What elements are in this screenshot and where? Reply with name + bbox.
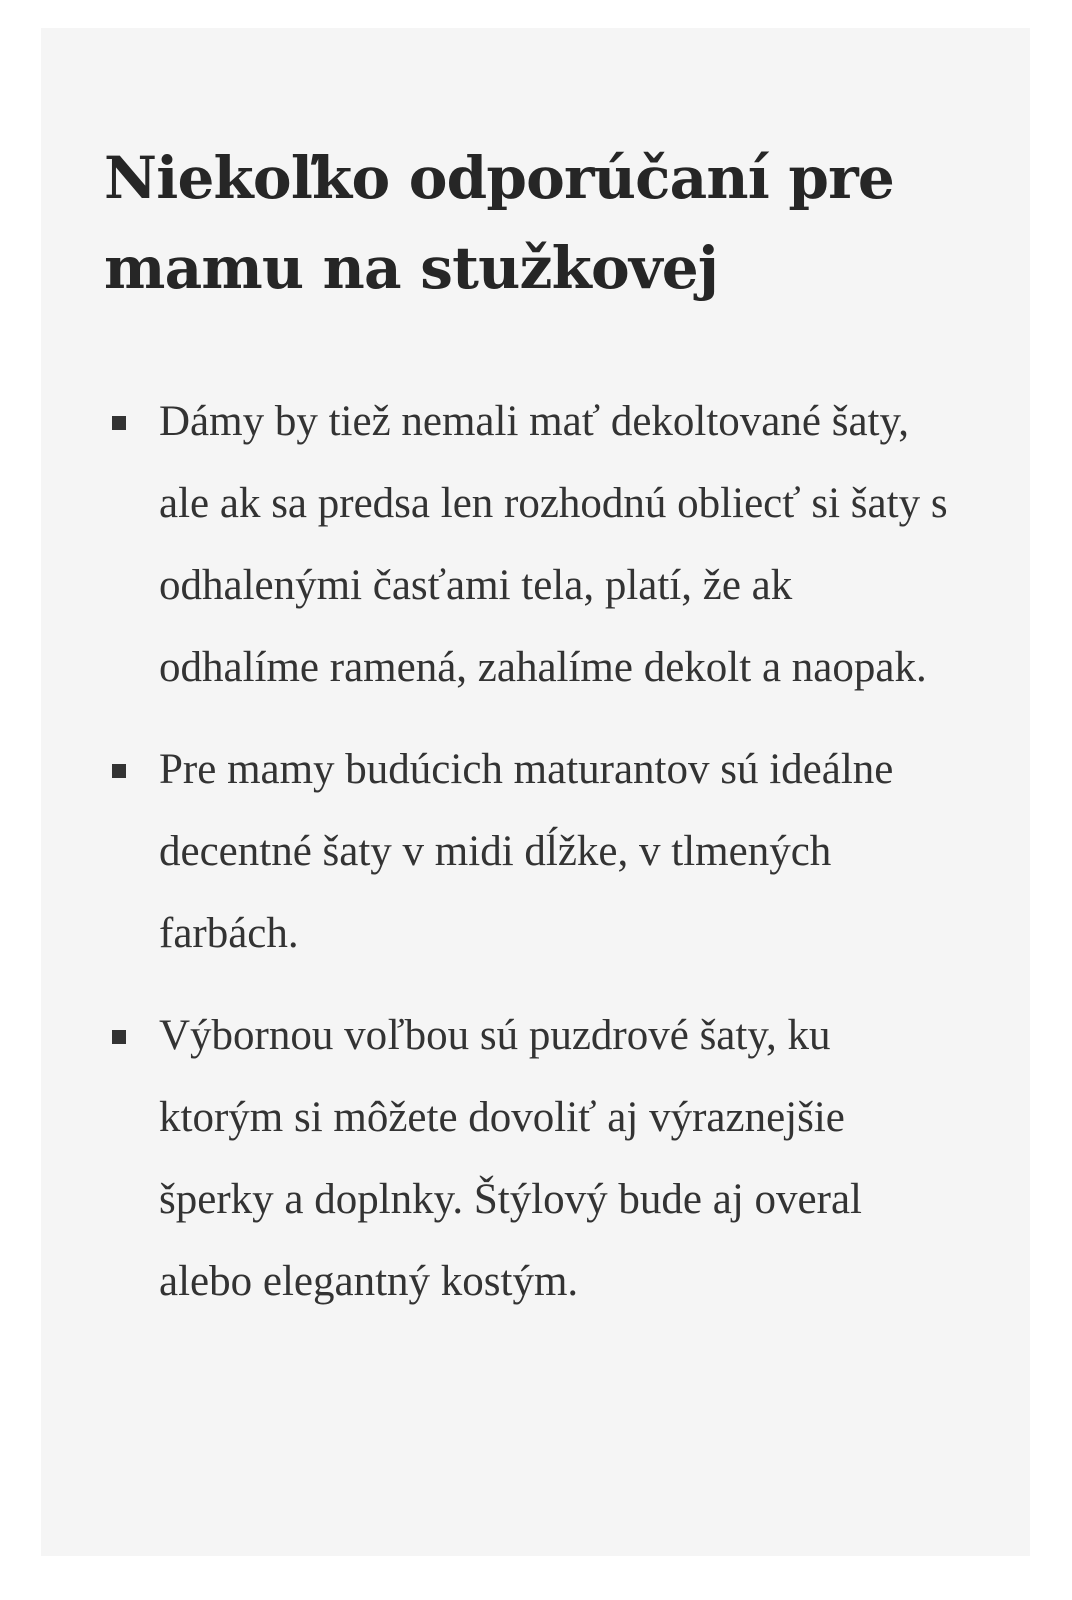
square-bullet-icon xyxy=(112,416,126,430)
list-item-text: Dámy by tiež nemali mať dekoltované šaty, ale ak sa predsa len rozhodnú obliecť si šaty s odhalenými časťami tela, platí, že ak odhalíme ramená, zahalíme dekolt a naopak. xyxy=(159,398,948,691)
tips-heading: Niekoľko odporúčaní pre mamu na stužkovej xyxy=(104,144,895,302)
list-item xyxy=(104,381,950,709)
square-bullet-icon xyxy=(112,764,126,778)
list-item xyxy=(104,729,950,975)
list-item-text: Výbornou voľbou sú puzdrové šaty, ku ktorým si môžete dovoliť aj výraznejšie šperky a doplnky. Štýlový bude aj overal alebo elegantný kostým. xyxy=(159,1012,862,1305)
square-bullet-icon xyxy=(112,1030,126,1044)
tips-box xyxy=(41,28,1030,1556)
tips-list xyxy=(104,381,950,1323)
list-item xyxy=(104,995,950,1323)
list-item-text: Pre mamy budúcich maturantov sú ideálne decentné šaty v midi dĺžke, v tlmených farbách. xyxy=(159,746,894,957)
